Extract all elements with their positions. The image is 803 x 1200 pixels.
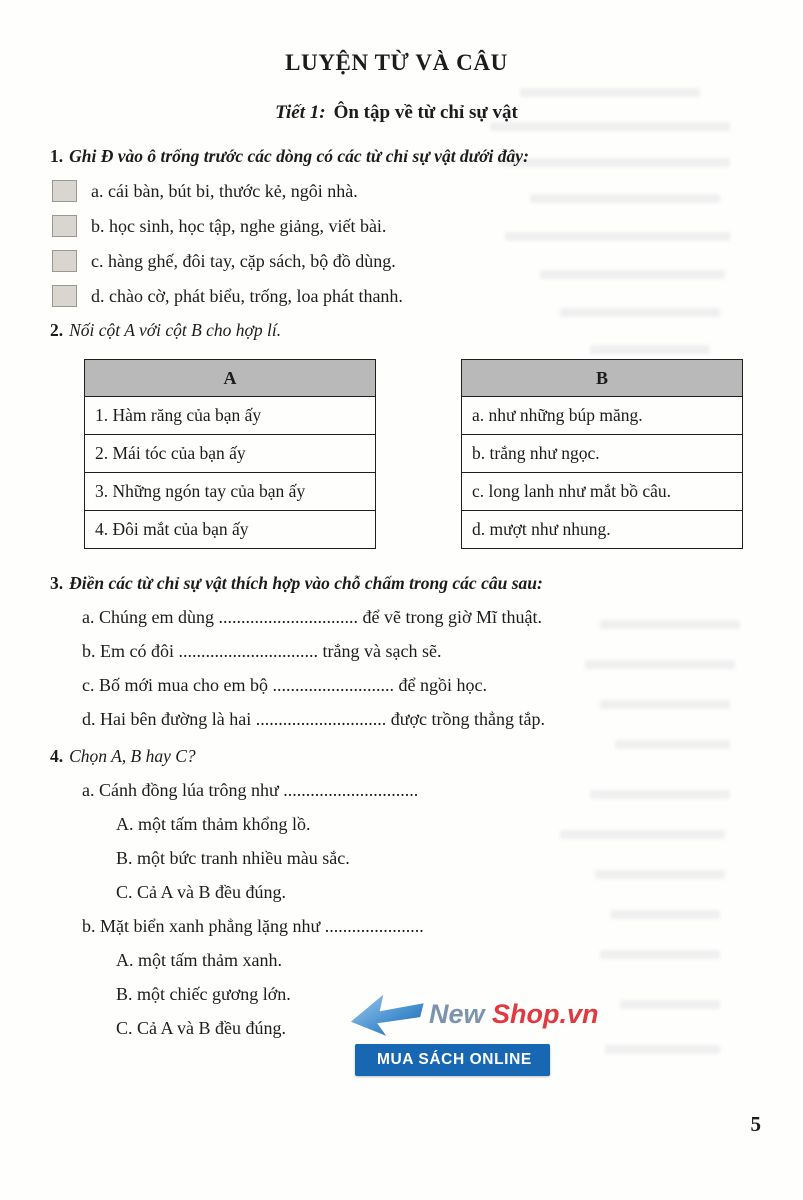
q1-option-row <box>52 285 743 307</box>
answer-checkbox[interactable] <box>52 250 77 272</box>
q4-choice[interactable]: B. một chiếc gương lớn. <box>116 984 291 1004</box>
q4-choice[interactable]: C. Cả A và B đều đúng. <box>116 882 286 902</box>
match-table-a <box>84 359 376 549</box>
q1-option-label: b. học sinh, học tập, nghe giảng, viết bài. <box>91 215 387 236</box>
question-1-prompt <box>50 146 743 167</box>
q1-option-label: d. chào cờ, phát biểu, trống, loa phát thanh. <box>91 285 403 306</box>
page-title: LUYỆN TỪ VÀ CÂU <box>285 50 508 75</box>
q3-fill-item: a. Chúng em dùng ............................... để vẽ trong giờ Mĩ thuật. <box>82 607 542 627</box>
q3-fill-item: c. Bố mới mua cho em bộ ........................... để ngồi học. <box>82 675 487 695</box>
q4-item-stem: a. Cánh đồng lúa trông như .............................. <box>82 780 419 800</box>
lesson-subtitle <box>50 102 743 124</box>
newshop-brand-text <box>429 999 599 1030</box>
newshop-arrow-icon <box>345 988 429 1040</box>
q4-item-stem: b. Mặt biển xanh phẳng lặng như ...................... <box>82 916 424 936</box>
answer-checkbox[interactable] <box>52 180 77 202</box>
newshop-watermark <box>345 988 599 1076</box>
bleed-through-line <box>605 1045 720 1054</box>
question-1-text: Ghi Đ vào ô trống trước các dòng có các từ chỉ sự vật dưới đây: <box>69 146 529 166</box>
question-1-number: 1. <box>50 146 64 166</box>
question-2-text: Nối cột A với cột B cho hợp lí. <box>69 320 282 340</box>
table-b-row[interactable]: a. như những búp măng. <box>462 397 743 435</box>
table-b-row[interactable]: b. trắng như ngọc. <box>462 435 743 473</box>
lesson-number-label: Tiết 1: <box>275 102 326 123</box>
q4-choice[interactable]: C. Cả A và B đều đúng. <box>116 1018 286 1038</box>
table-a-row[interactable]: 1. Hàm răng của bạn ấy <box>85 397 376 435</box>
table-b-row[interactable]: c. long lanh như mắt bồ câu. <box>462 473 743 511</box>
q1-option-label: c. hàng ghế, đôi tay, cặp sách, bộ đồ dùng. <box>91 250 396 271</box>
table-a-row[interactable]: 3. Những ngón tay của bạn ấy <box>85 473 376 511</box>
question-4-prompt <box>50 746 743 767</box>
brand-shop-text: Shop.vn <box>492 998 599 1029</box>
table-a-row[interactable]: 2. Mái tóc của bạn ấy <box>85 435 376 473</box>
answer-checkbox[interactable] <box>52 285 77 307</box>
question-4-number: 4. <box>50 746 64 766</box>
question-4-text: Chọn A, B hay C? <box>69 746 196 766</box>
q3-fill-item: b. Em có đôi ............................... trắng và sạch sẽ. <box>82 641 442 661</box>
page-number: 5 <box>750 1112 761 1136</box>
q1-option-row <box>52 250 743 272</box>
newshop-brand-line <box>345 988 599 1040</box>
q4-choice[interactable]: B. một bức tranh nhiều màu sắc. <box>116 848 350 868</box>
lesson-title-text: Ôn tập về từ chỉ sự vật <box>333 102 518 123</box>
question-3-prompt <box>50 573 743 594</box>
question-3-number: 3. <box>50 573 64 593</box>
q1-option-row <box>52 180 743 202</box>
answer-checkbox[interactable] <box>52 215 77 237</box>
newshop-banner: MUA SÁCH ONLINE <box>355 1044 550 1076</box>
q1-option-row <box>52 215 743 237</box>
question-2-prompt <box>50 320 743 341</box>
q4-choice[interactable]: A. một tấm thảm khổng lồ. <box>116 814 311 834</box>
match-table-b <box>461 359 743 549</box>
q4-choice[interactable]: A. một tấm thảm xanh. <box>116 950 282 970</box>
q3-fill-item: d. Hai bên đường là hai ............................. được trồng thẳng tắp. <box>82 709 545 729</box>
table-b-row[interactable]: d. mượt như nhung. <box>462 511 743 549</box>
matching-tables <box>50 359 743 549</box>
question-3-text: Điền các từ chỉ sự vật thích hợp vào chỗ chấm trong các câu sau: <box>69 573 543 593</box>
q1-option-label: a. cái bàn, bút bi, thước kẻ, ngôi nhà. <box>91 180 358 201</box>
table-a-row[interactable]: 4. Đôi mắt của bạn ấy <box>85 511 376 549</box>
table-b-header: B <box>462 360 743 397</box>
question-2-number: 2. <box>50 320 64 340</box>
brand-new-text: New <box>429 998 485 1029</box>
table-a-header: A <box>85 360 376 397</box>
